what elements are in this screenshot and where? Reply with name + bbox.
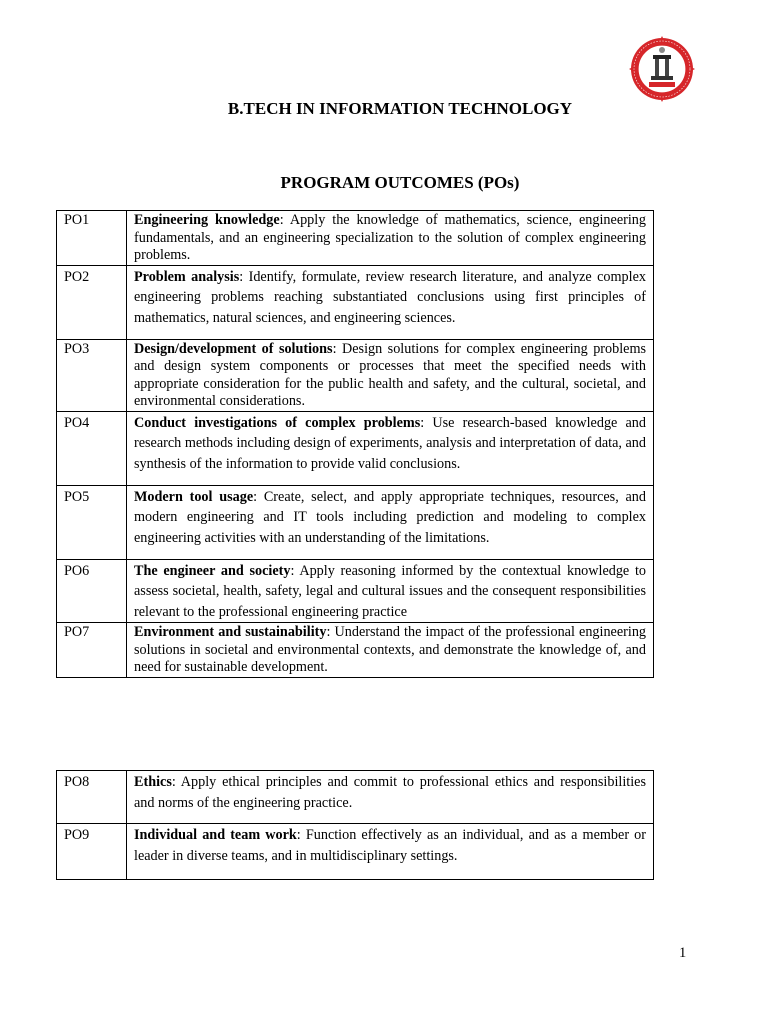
po-description	[127, 411, 654, 485]
program-outcomes-table	[56, 210, 654, 678]
po-description	[127, 771, 654, 824]
po-code: PO1	[57, 211, 127, 266]
po-description	[127, 623, 654, 678]
po-text: : Function effectively as an individual, and as a member or leader in diverse teams, and in multidisciplinary settings.	[134, 827, 646, 864]
po-term: Environment and sustainability	[134, 624, 327, 640]
section-title: PROGRAM OUTCOMES (POs)	[280, 173, 520, 192]
po-description	[127, 211, 654, 266]
po-description	[127, 265, 654, 339]
po-code: PO3	[57, 339, 127, 411]
table-row	[57, 559, 654, 623]
po-term: The engineer and society	[134, 562, 291, 579]
po-text: : Apply ethical principles and commit to professional ethics and responsibilities and norms of the engineering practice.	[134, 774, 646, 811]
institute-seal-icon	[629, 36, 695, 102]
po-text: : Apply reasoning informed by the contextual knowledge to assess societal, health, safety, legal and cultural issues and the consequent responsibilities relevant to the professional engineering practice	[134, 562, 647, 620]
po-text: : Use research-based knowledge and research methods including design of experiments, analysis and interpretation of data, and synthesis of the information to provide valid conclusions.	[134, 414, 646, 472]
table-row	[57, 824, 654, 880]
po-term: Individual and team work	[134, 827, 297, 843]
po-code: PO4	[57, 411, 127, 485]
table-row	[57, 623, 654, 678]
po-code: PO9	[57, 824, 127, 880]
po-code: PO7	[57, 623, 127, 678]
po-text: : Understand the impact of the professional engineering solutions in societal and environmental contexts, and demonstrate the knowledge of, and need for sustainable development.	[134, 624, 647, 675]
po-description	[127, 485, 654, 559]
page-title: B.TECH IN INFORMATION TECHNOLOGY	[227, 99, 573, 118]
po-term: Modern tool usage	[134, 488, 254, 505]
table-row	[57, 339, 654, 411]
po-text: : Design solutions for complex engineering problems and design system components or processes that meet the specified needs with appropriate consideration for the public health and safety, and the cultural, societal, and environmental considerations.	[134, 340, 647, 409]
table-row	[57, 485, 654, 559]
po-term: Engineering knowledge	[134, 212, 280, 228]
page-number: 1	[679, 945, 687, 961]
po-term: Ethics	[134, 774, 172, 790]
table-row	[57, 211, 654, 266]
po-code: PO6	[57, 559, 127, 623]
po-text: : Identify, formulate, review research literature, and analyze complex engineering problems reaching substantiated conclusions using first principles of mathematics, natural sciences, and engineering sciences.	[134, 268, 646, 326]
po-term: Problem analysis	[134, 268, 240, 285]
po-term: Design/development of solutions	[134, 340, 333, 357]
table-row	[57, 265, 654, 339]
po-code: PO2	[57, 265, 127, 339]
table-row	[57, 411, 654, 485]
po-text: : Apply the knowledge of mathematics, science, engineering fundamentals, and an engineering specialization to the solution of complex engineering problems.	[134, 212, 646, 263]
po-description	[127, 339, 654, 411]
po-description	[127, 824, 654, 880]
table-row	[57, 771, 654, 824]
po-description	[127, 559, 654, 623]
program-outcomes-table-continued	[56, 770, 654, 880]
po-code: PO8	[57, 771, 127, 824]
po-text: : Create, select, and apply appropriate techniques, resources, and modern engineering and IT tools including prediction and modeling to complex engineering activities with an understanding of the limitations.	[134, 488, 646, 546]
po-term: Conduct investigations of complex problems	[134, 414, 421, 431]
po-code: PO5	[57, 485, 127, 559]
